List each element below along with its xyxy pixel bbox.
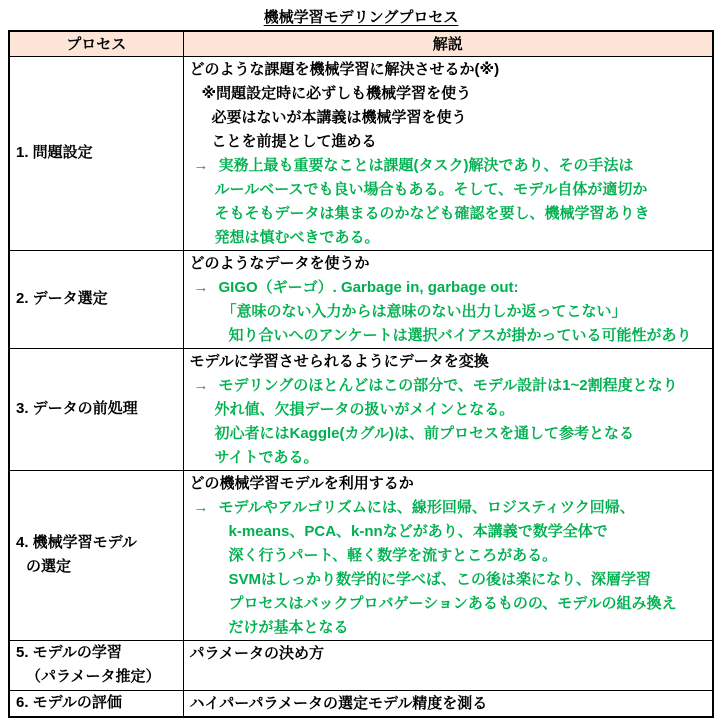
desc-line: ルールベースでも良い場合もある。そして、モデル自体が適切か [214,180,648,198]
header-description: 解説 [183,31,713,56]
desc-line-text: GIGO（ギーゴ）. Garbage in, garbage out: [218,278,519,296]
desc-line-text: 実務上最も重要なことは課題(タスク)解決であり、その手法は [218,156,634,174]
desc-line: 知り合いへのアンケートは選択バイアスが掛かっている可能性があり [228,326,692,344]
desc-line: k-means、PCA、k-nnなどがあり、本講義で数学全体で [228,522,608,540]
process-label-line: （パラメータ推定） [26,668,161,685]
process-label-line: の選定 [26,558,72,575]
desc-line: 「意味のない入力からは意味のない出力しか返ってこない」 [221,302,627,320]
description-cell-6 [183,690,713,717]
desc-line: どのような課題を機械学習に解決させるか(※) [189,60,500,78]
process-label-line: 1. 問題設定 [16,144,93,161]
arrow-icon: → [193,498,209,516]
process-label-4 [9,470,183,640]
process-label-line: 6. モデルの評価 [16,694,122,711]
desc-line: 必要はないが本講義は機械学習を使う [211,108,467,126]
desc-line: サイトである。 [214,448,319,466]
description-cell-4 [183,470,713,640]
table-row-problem-setting [9,56,713,250]
header-process: プロセス [9,31,183,56]
process-label-line: 3. データの前処理 [16,400,138,417]
desc-line: ハイパーパラメータの選定モデル精度を測る [189,694,488,712]
table-row-data-selection [9,250,713,348]
table-row-model-evaluation [9,690,713,717]
table-header-row [9,31,713,56]
page-title-text: 機械学習モデリングプロセス [263,9,459,26]
arrow-icon: → [193,156,209,174]
desc-line: パラメータの決め方 [189,644,325,662]
process-label-line: 5. モデルの学習 [16,644,122,661]
process-label-1 [9,56,183,250]
desc-line: そもそもデータは集まるのかなども確認を要し、機械学習ありき [214,204,650,222]
description-cell-2 [183,250,713,348]
desc-line: ※問題設定時に必ずしも機械学習を使う [201,84,472,102]
desc-line: だけが基本となる [228,618,349,636]
desc-line [184,276,713,300]
desc-line-text: モデルやアルゴリズムには、線形回帰、ロジスティツク回帰、 [218,498,635,516]
desc-line: どのようなデータを使うか [189,254,370,272]
process-label-line: 2. データ選定 [16,290,108,307]
desc-line: モデルに学習させられるようにデータを変換 [189,352,489,370]
desc-line: 外れ値、欠損データの扱いがメインとなる。 [214,400,515,418]
description-cell-3 [183,348,713,470]
desc-line: SVMはしっかり数学的に学べば、この後は楽になり、深層学習 [228,570,652,588]
desc-line: どの機械学習モデルを利用するか [189,474,414,492]
process-label-3 [9,348,183,470]
desc-line: ことを前提として進める [211,132,377,150]
table-row-model-training [9,640,713,690]
description-cell-1 [183,56,713,250]
desc-line: 初心者にはKaggle(カグル)は、前プロセスを通して参考となる [214,424,635,442]
desc-line-text: モデリングのほとんどはこの部分で、モデル設計は1~2割程度となり [218,376,678,394]
desc-line: 発想は慎むべきである。 [214,228,380,246]
process-label-line: 4. 機械学習モデル [16,534,137,551]
arrow-icon: → [193,278,209,296]
table-row-model-selection [9,470,713,640]
page-title [0,0,722,30]
process-label-6 [9,690,183,717]
desc-line [184,496,713,520]
process-table [8,30,714,718]
table-row-preprocessing [9,348,713,470]
desc-line [184,374,713,398]
arrow-icon: → [193,376,209,394]
description-cell-5 [183,640,713,690]
process-label-5 [9,640,183,690]
process-label-2 [9,250,183,348]
desc-line: 深く行うパート、軽く数学を流すところがある。 [228,546,558,564]
desc-line: プロセスはバックプロバゲーションあるものの、モデルの組み換え [228,594,677,612]
desc-line [184,154,713,178]
